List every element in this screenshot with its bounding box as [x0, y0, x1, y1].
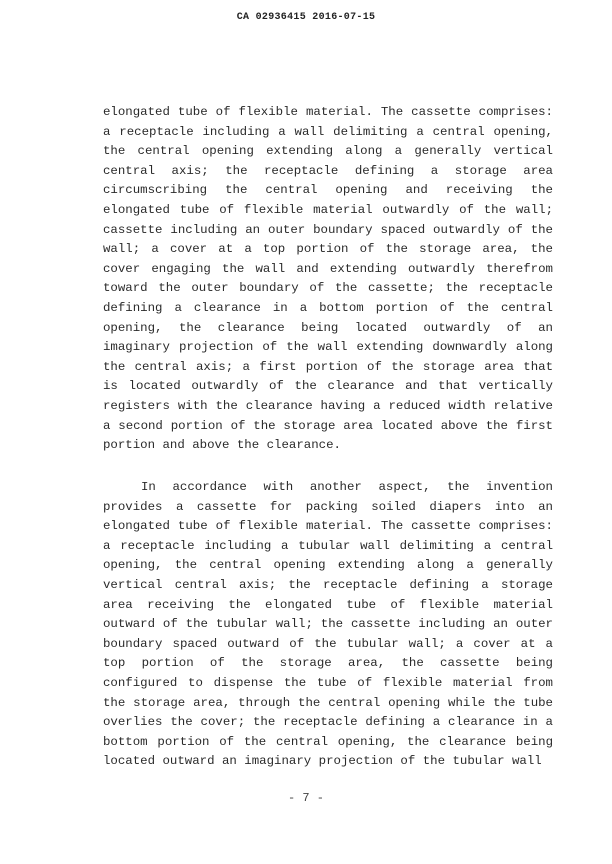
body-paragraph-1: elongated tube of flexible material. The cassette comprises: a receptacle including a wall delimiting a central opening, the central opening extending along a generally vertical central axis; the receptacle defining a storage area circumscribing the central opening and receiving the elongated tube of flexible material outwardly of the wall; cassette including an outer boundary spaced outwardly of the wall; a cover at a top portion of the storage area, the cover engaging the wall and extending outwardly therefrom toward the outer boundary of the cassette; the receptacle defining a clearance in a bottom portion of the central opening, the clearance being located outwardly of an imaginary projection of the wall extending downwardly along the central axis; a first portion of the storage area that is located outwardly of the clearance and that vertically registers with the clearance having a reduced width relative a second portion of the storage area located above the first portion and above the clearance. [103, 105, 553, 453]
body-paragraph-2: In accordance with another aspect, the invention provides a cassette for packing soiled diapers into an elongated tube of flexible material. The cassette comprises: a receptacle including a tubular wall delimiting a central opening, the central opening extending along a generally vertical central axis; the receptacle defining a storage area receiving the elongated tube of flexible material outward of the tubular wall; the cassette including an outer boundary spaced outward of the tubular wall; a cover at a top portion of the storage area, the cassette being configured to dispense the tube of flexible material from the storage area, through the central opening while the tube overlies the cover; the receptacle defining a clearance in a bottom portion of the central opening, the clearance being located outward an imaginary projection of the tubular wall [103, 480, 553, 769]
document-header: CA 02936415 2016-07-15 [236, 12, 376, 23]
page-number: - 7 - [287, 791, 324, 805]
